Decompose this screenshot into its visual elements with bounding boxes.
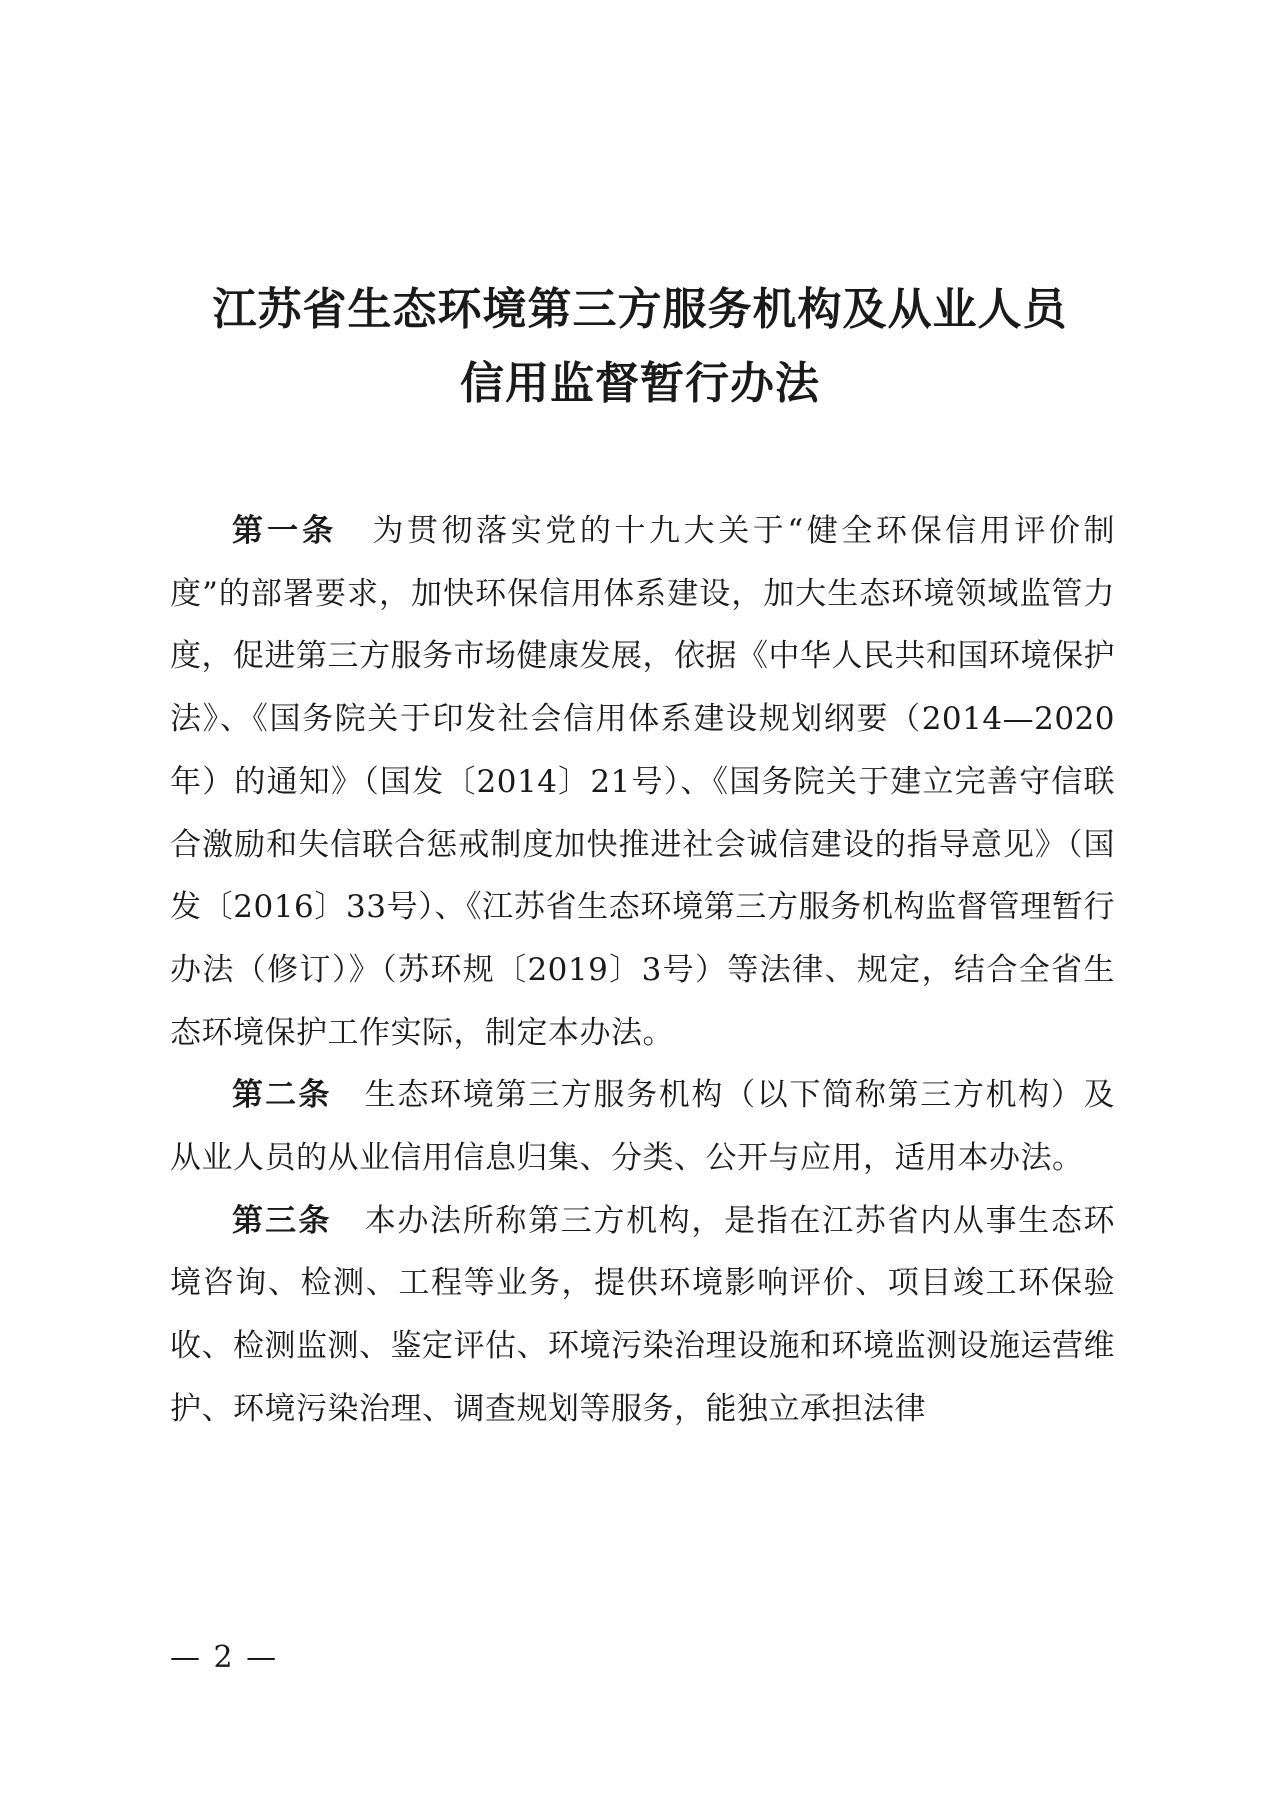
- article-2-label: 第二条: [232, 1077, 332, 1114]
- article-3-label: 第三条: [232, 1202, 332, 1239]
- document-title-line-2: 信用监督暂行办法: [460, 358, 820, 409]
- document-body: [170, 500, 1115, 1441]
- article-2: [170, 1064, 1115, 1189]
- article-1: [170, 500, 1115, 1064]
- article-2-text: 生态环境第三方服务机构（以下简称第三方机构）及从业人员的从业信用信息归集、分类、公开与应用，适用本办法。: [170, 1077, 1116, 1177]
- article-3: [170, 1190, 1115, 1441]
- article-3-text: 本办法所称第三方机构，是指在江苏省内从事生态环境咨询、检测、工程等业务，提供环境影响评价、项目竣工环保验收、检测监测、鉴定评估、环境污染治理设施和环境监测设施运营维护、环境污染治理、调查规划等服务，能独立承担法律: [170, 1202, 1116, 1427]
- article-1-text: 为贯彻落实党的十九大关于“健全环保信用评价制度”的部署要求，加快环保信用体系建设，加大生态环境领域监管力度，促进第三方服务市场健康发展，依据《中华人民共和国环境保护法》、《国务院关于印发社会信用体系建设规划纲要（2014—2020年）的通知》（国发〔2014〕21号）、《国务院关于建立完善守信联合激励和失信联合惩戒制度加快推进社会诚信建设的指导意见》（国发〔2016〕33号）、《江苏省生态环境第三方服务机构监督管理暂行办法（修订）》（苏环规〔2019〕3号）等法律、规定，结合全省生态环境保护工作实际，制定本办法。: [170, 513, 1115, 1051]
- article-1-label: 第一条: [232, 513, 338, 549]
- document-title-line-1: 江苏省生态环境第三方服务机构及从业人员: [212, 284, 1068, 335]
- page-number: — 2 —: [170, 1640, 279, 1675]
